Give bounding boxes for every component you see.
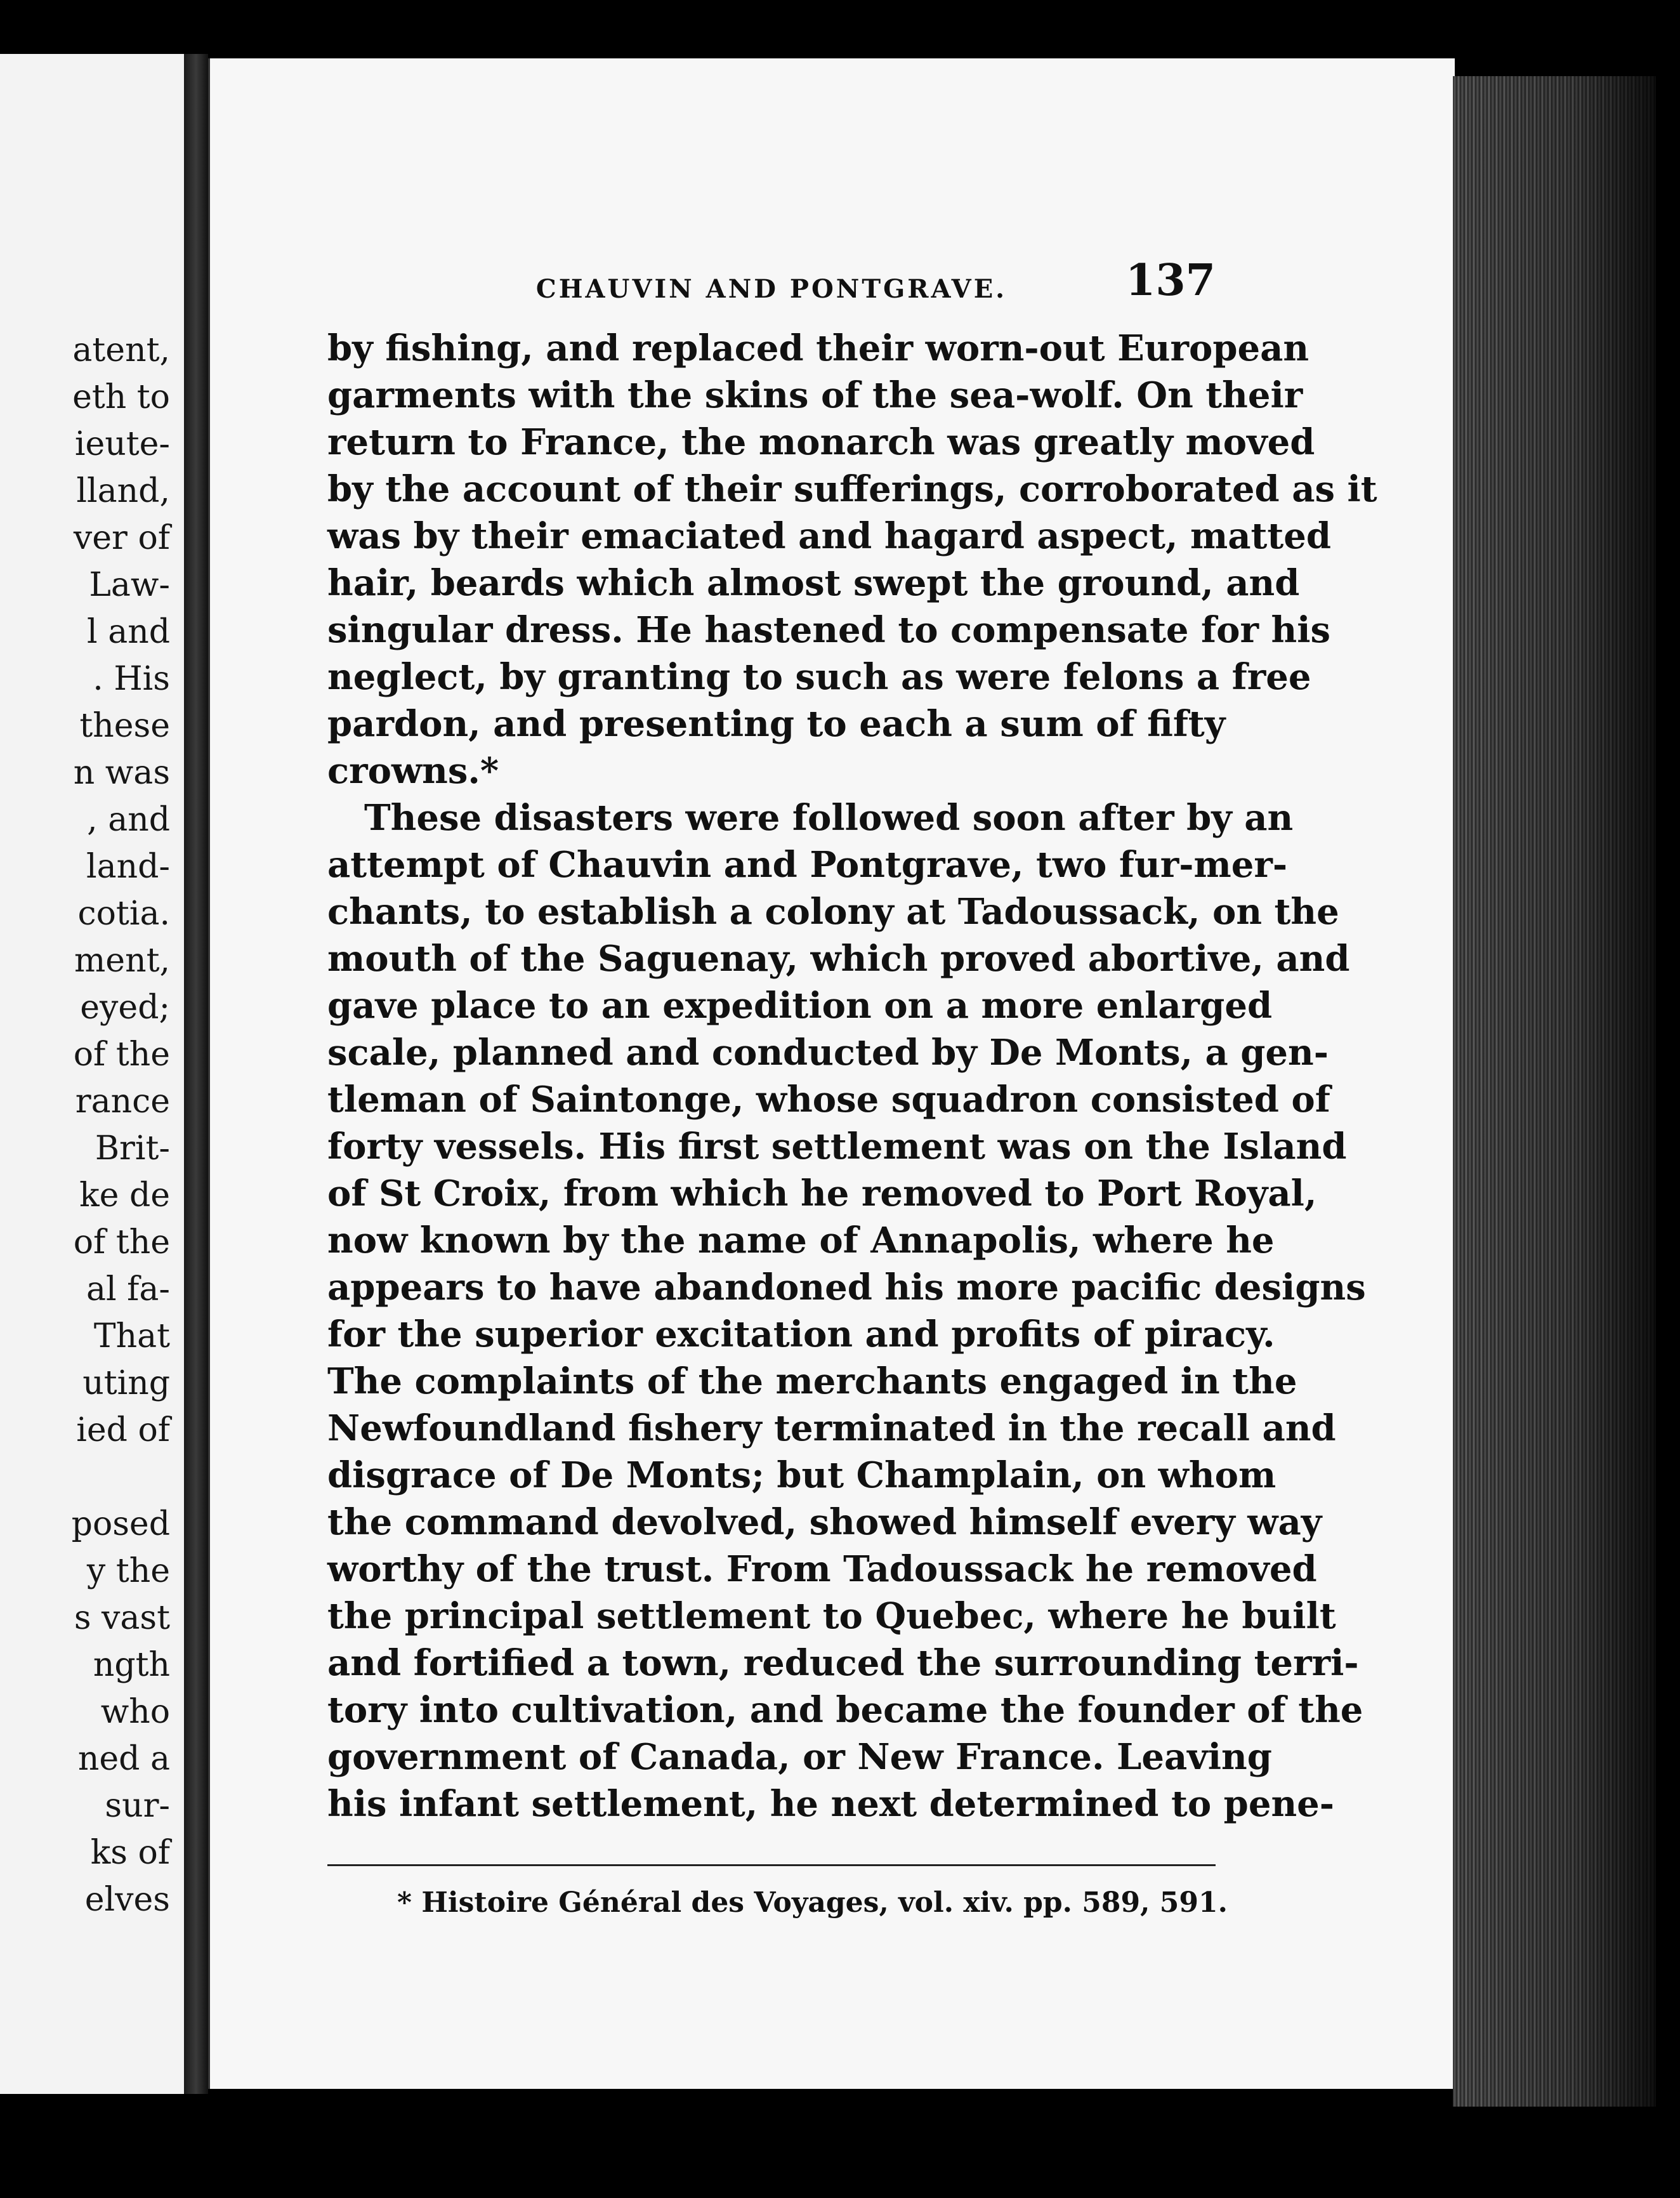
left-line: ned a: [77, 1740, 170, 1778]
text-line: scale, planned and conducted by De Monts, a gen-: [327, 1032, 1329, 1074]
text-line: gave place to an expedition on a more enlarged: [327, 985, 1273, 1027]
text-line: of St Croix, from which he removed to Port Royal,: [327, 1173, 1317, 1214]
text-line: worthy of the trust. From Tadoussack he removed: [327, 1548, 1317, 1590]
book-gutter: [184, 54, 208, 2094]
page-number: 137: [1125, 255, 1216, 306]
text-line: hair, beards which almost swept the ground, and: [327, 562, 1300, 604]
left-line: sur-: [105, 1787, 170, 1825]
text-line: garments with the skins of the sea-wolf. On their: [327, 374, 1303, 416]
left-line: l and: [87, 613, 170, 651]
left-line: y the: [86, 1552, 170, 1590]
left-line: posed: [71, 1505, 170, 1543]
left-line: al fa-: [86, 1270, 170, 1308]
left-line: . His: [93, 660, 170, 698]
footnote-rule: [327, 1864, 1216, 1866]
left-line: who: [100, 1693, 170, 1731]
left-line: [72, 1454, 170, 1501]
text-line: tleman of Saintonge, whose squadron consisted of: [327, 1079, 1330, 1121]
text-line: These disasters were followed soon after by an: [364, 797, 1294, 839]
fore-edge-shadow: [1453, 76, 1656, 2107]
text-line: The complaints of the merchants engaged in the: [327, 1360, 1297, 1402]
running-head: [327, 242, 1216, 325]
text-line: return to France, the monarch was greatly moved: [327, 421, 1315, 463]
text-line: the principal settlement to Quebec, where he built: [327, 1595, 1336, 1637]
left-line: eth to: [72, 378, 170, 416]
left-line: rance: [75, 1083, 170, 1121]
left-line: uting: [82, 1364, 170, 1402]
text-line: now known by the name of Annapolis, where he: [327, 1220, 1275, 1261]
left-line: n was: [73, 754, 170, 792]
left-line: , and: [87, 801, 170, 839]
text-line: by fishing, and replaced their worn-out European: [327, 327, 1309, 369]
text-line: tory into cultivation, and became the founder of the: [327, 1689, 1363, 1731]
text-line: pardon, and presenting to each a sum of fifty: [327, 703, 1226, 745]
running-title: CHAUVIN AND PONTGRAVE.: [535, 274, 1007, 304]
left-line: of the: [73, 1223, 170, 1261]
text-line: disgrace of De Monts; but Champlain, on whom: [327, 1454, 1276, 1496]
text-line: neglect, by granting to such as were felons a free: [327, 656, 1311, 698]
text-line: Newfoundland fishery terminated in the recall and: [327, 1407, 1336, 1449]
left-page-text: [72, 327, 170, 1923]
text-line: crowns.*: [327, 750, 499, 792]
left-line: ks of: [90, 1834, 170, 1872]
left-line: Law-: [89, 566, 170, 604]
left-line: elves: [84, 1881, 170, 1919]
page-text-block: [327, 242, 1377, 1922]
footnote: * Histoire Général des Voyages, vol. xiv. pp. 589, 591.: [397, 1886, 1228, 1919]
text-line: appears to have abandoned his more pacific designs: [327, 1267, 1366, 1308]
left-line: atent,: [72, 331, 170, 369]
text-line: mouth of the Saguenay, which proved abortive, and: [327, 938, 1350, 980]
text-line: his infant settlement, he next determined to pene-: [327, 1783, 1335, 1825]
right-page: [208, 58, 1455, 2089]
left-line: cotia.: [77, 895, 170, 933]
left-line: ied of: [76, 1411, 170, 1449]
left-line: ke de: [79, 1176, 170, 1214]
left-line: land-: [86, 848, 170, 886]
text-line: for the superior excitation and profits of piracy.: [327, 1313, 1275, 1355]
left-line: eyed;: [80, 989, 170, 1027]
left-line: of the: [73, 1036, 170, 1074]
left-line: lland,: [76, 472, 170, 510]
body-text: [327, 325, 1377, 1827]
left-line: these: [79, 707, 170, 745]
text-line: chants, to establish a colony at Tadoussack, on the: [327, 891, 1339, 933]
text-line: singular dress. He hastened to compensate for his: [327, 609, 1331, 651]
text-line: was by their emaciated and hagard aspect, matted: [327, 515, 1332, 557]
text-line: by the account of their sufferings, corroborated as it: [327, 468, 1377, 510]
text-line: and fortified a town, reduced the surrounding terri-: [327, 1642, 1359, 1684]
text-line: forty vessels. His first settlement was on the Island: [327, 1126, 1347, 1168]
left-line: ieute-: [74, 425, 170, 463]
text-line: the command devolved, showed himself every way: [327, 1501, 1322, 1543]
left-line: s vast: [74, 1599, 170, 1637]
left-line: ment,: [74, 942, 170, 980]
left-line: ver of: [73, 519, 170, 557]
left-page: [0, 54, 184, 2094]
left-line: That: [93, 1317, 170, 1355]
text-line: attempt of Chauvin and Pontgrave, two fur-mer-: [327, 844, 1288, 886]
left-line: ngth: [93, 1646, 170, 1684]
left-line: Brit-: [95, 1129, 170, 1168]
text-line: government of Canada, or New France. Leaving: [327, 1736, 1272, 1778]
